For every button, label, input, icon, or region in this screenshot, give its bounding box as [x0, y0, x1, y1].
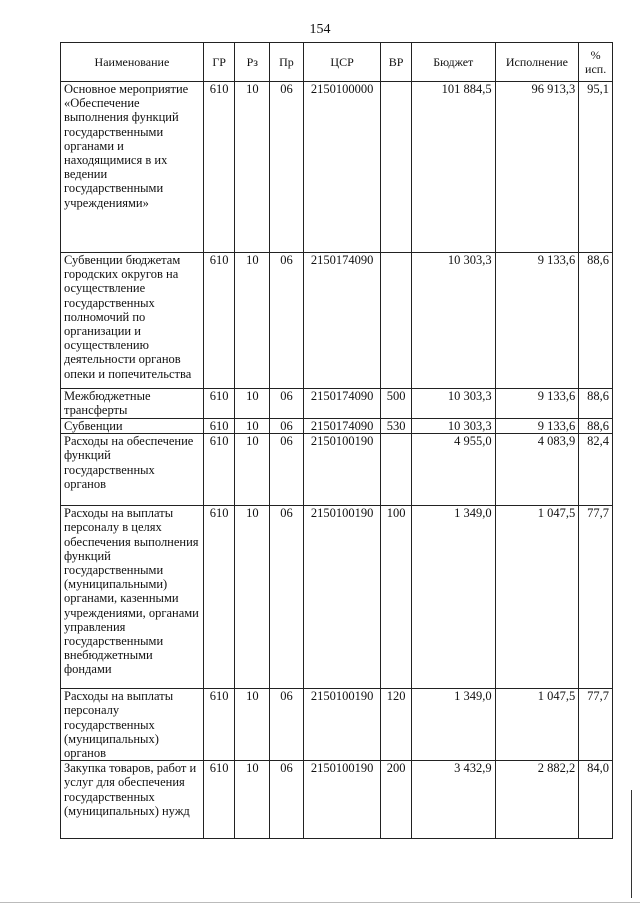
row-pr: 06: [270, 82, 304, 253]
row-gr: 610: [203, 434, 235, 506]
row-execution: 96 913,3: [495, 82, 579, 253]
page-bottom-edge: [0, 902, 640, 903]
row-rz: 10: [235, 419, 270, 434]
row-name: Расходы на выплаты персоналу государственных (муниципальных) органов: [61, 689, 204, 761]
row-budget: 10 303,3: [411, 419, 495, 434]
row-gr: 610: [203, 506, 235, 689]
row-pr: 06: [270, 761, 304, 839]
row-execution: 9 133,6: [495, 253, 579, 389]
row-name: Межбюджетные трансферты: [61, 389, 204, 419]
row-execution: 4 083,9: [495, 434, 579, 506]
header-pr: Пр: [270, 43, 304, 82]
header-budget: Бюджет: [411, 43, 495, 82]
row-execution: 1 047,5: [495, 689, 579, 761]
row-budget: 1 349,0: [411, 506, 495, 689]
row-pr: 06: [270, 689, 304, 761]
row-vr: 500: [381, 389, 412, 419]
scan-edge-mark: [631, 790, 632, 898]
row-budget: 3 432,9: [411, 761, 495, 839]
row-vr: [381, 434, 412, 506]
row-percent: 88,6: [579, 253, 613, 389]
row-rz: 10: [235, 389, 270, 419]
table-row: [61, 506, 613, 689]
table-row: [61, 253, 613, 389]
row-rz: 10: [235, 761, 270, 839]
row-budget: 10 303,3: [411, 253, 495, 389]
header-csr: ЦСР: [303, 43, 381, 82]
row-rz: 10: [235, 434, 270, 506]
row-percent: 95,1: [579, 82, 613, 253]
table-row: [61, 389, 613, 419]
row-csr: 2150174090: [303, 389, 381, 419]
header-gr: ГР: [203, 43, 235, 82]
row-pr: 06: [270, 253, 304, 389]
row-vr: 120: [381, 689, 412, 761]
table-row: [61, 689, 613, 761]
row-execution: 1 047,5: [495, 506, 579, 689]
row-name: Расходы на выплаты персоналу в целях обеспечения выполнения функций государственными (муниципальными) органами, казенными учреждениями, органами управления государственными внебюджетными фондами: [61, 506, 204, 689]
row-percent: 82,4: [579, 434, 613, 506]
row-rz: 10: [235, 689, 270, 761]
row-percent: 88,6: [579, 419, 613, 434]
table-row: [61, 82, 613, 253]
row-name: Расходы на обеспечение функций государственных органов: [61, 434, 204, 506]
row-gr: 610: [203, 761, 235, 839]
row-budget: 101 884,5: [411, 82, 495, 253]
row-budget: 1 349,0: [411, 689, 495, 761]
row-name: Субвенции бюджетам городских округов на осуществление государственных полномочий по организации и осуществлению деятельности органов опеки и попечительства: [61, 253, 204, 389]
table-row: [61, 419, 613, 434]
row-pr: 06: [270, 434, 304, 506]
row-vr: [381, 82, 412, 253]
table-header-row: [61, 43, 613, 82]
row-pr: 06: [270, 506, 304, 689]
header-name: Наименование: [61, 43, 204, 82]
row-csr: 2150100000: [303, 82, 381, 253]
row-name: Закупка товаров, работ и услуг для обеспечения государственных (муниципальных) нужд: [61, 761, 204, 839]
row-pr: 06: [270, 389, 304, 419]
page-number: 154: [309, 22, 331, 37]
row-rz: 10: [235, 253, 270, 389]
row-vr: 530: [381, 419, 412, 434]
row-csr: 2150100190: [303, 761, 381, 839]
row-percent: 84,0: [579, 761, 613, 839]
row-vr: [381, 253, 412, 389]
row-gr: 610: [203, 419, 235, 434]
row-percent: 88,6: [579, 389, 613, 419]
row-name: Субвенции: [61, 419, 204, 434]
header-execution: Исполнение: [495, 43, 579, 82]
row-csr: 2150174090: [303, 419, 381, 434]
row-csr: 2150100190: [303, 689, 381, 761]
row-execution: 9 133,6: [495, 389, 579, 419]
row-name: Основное мероприятие «Обеспечение выполнения функций государственными органами и находящимися в их ведении государственными учреждениями»: [61, 82, 204, 253]
row-csr: 2150100190: [303, 434, 381, 506]
row-gr: 610: [203, 689, 235, 761]
budget-table: [60, 42, 613, 839]
row-vr: 100: [381, 506, 412, 689]
table-row: [61, 434, 613, 506]
row-csr: 2150100190: [303, 506, 381, 689]
row-gr: 610: [203, 82, 235, 253]
row-rz: 10: [235, 82, 270, 253]
row-vr: 200: [381, 761, 412, 839]
table-row: [61, 761, 613, 839]
row-rz: 10: [235, 506, 270, 689]
row-gr: 610: [203, 253, 235, 389]
header-percent: % исп.: [579, 43, 613, 82]
row-percent: 77,7: [579, 689, 613, 761]
row-execution: 2 882,2: [495, 761, 579, 839]
row-budget: 10 303,3: [411, 389, 495, 419]
row-pr: 06: [270, 419, 304, 434]
row-gr: 610: [203, 389, 235, 419]
header-vr: ВР: [381, 43, 412, 82]
row-percent: 77,7: [579, 506, 613, 689]
row-execution: 9 133,6: [495, 419, 579, 434]
row-budget: 4 955,0: [411, 434, 495, 506]
header-rz: Рз: [235, 43, 270, 82]
row-csr: 2150174090: [303, 253, 381, 389]
